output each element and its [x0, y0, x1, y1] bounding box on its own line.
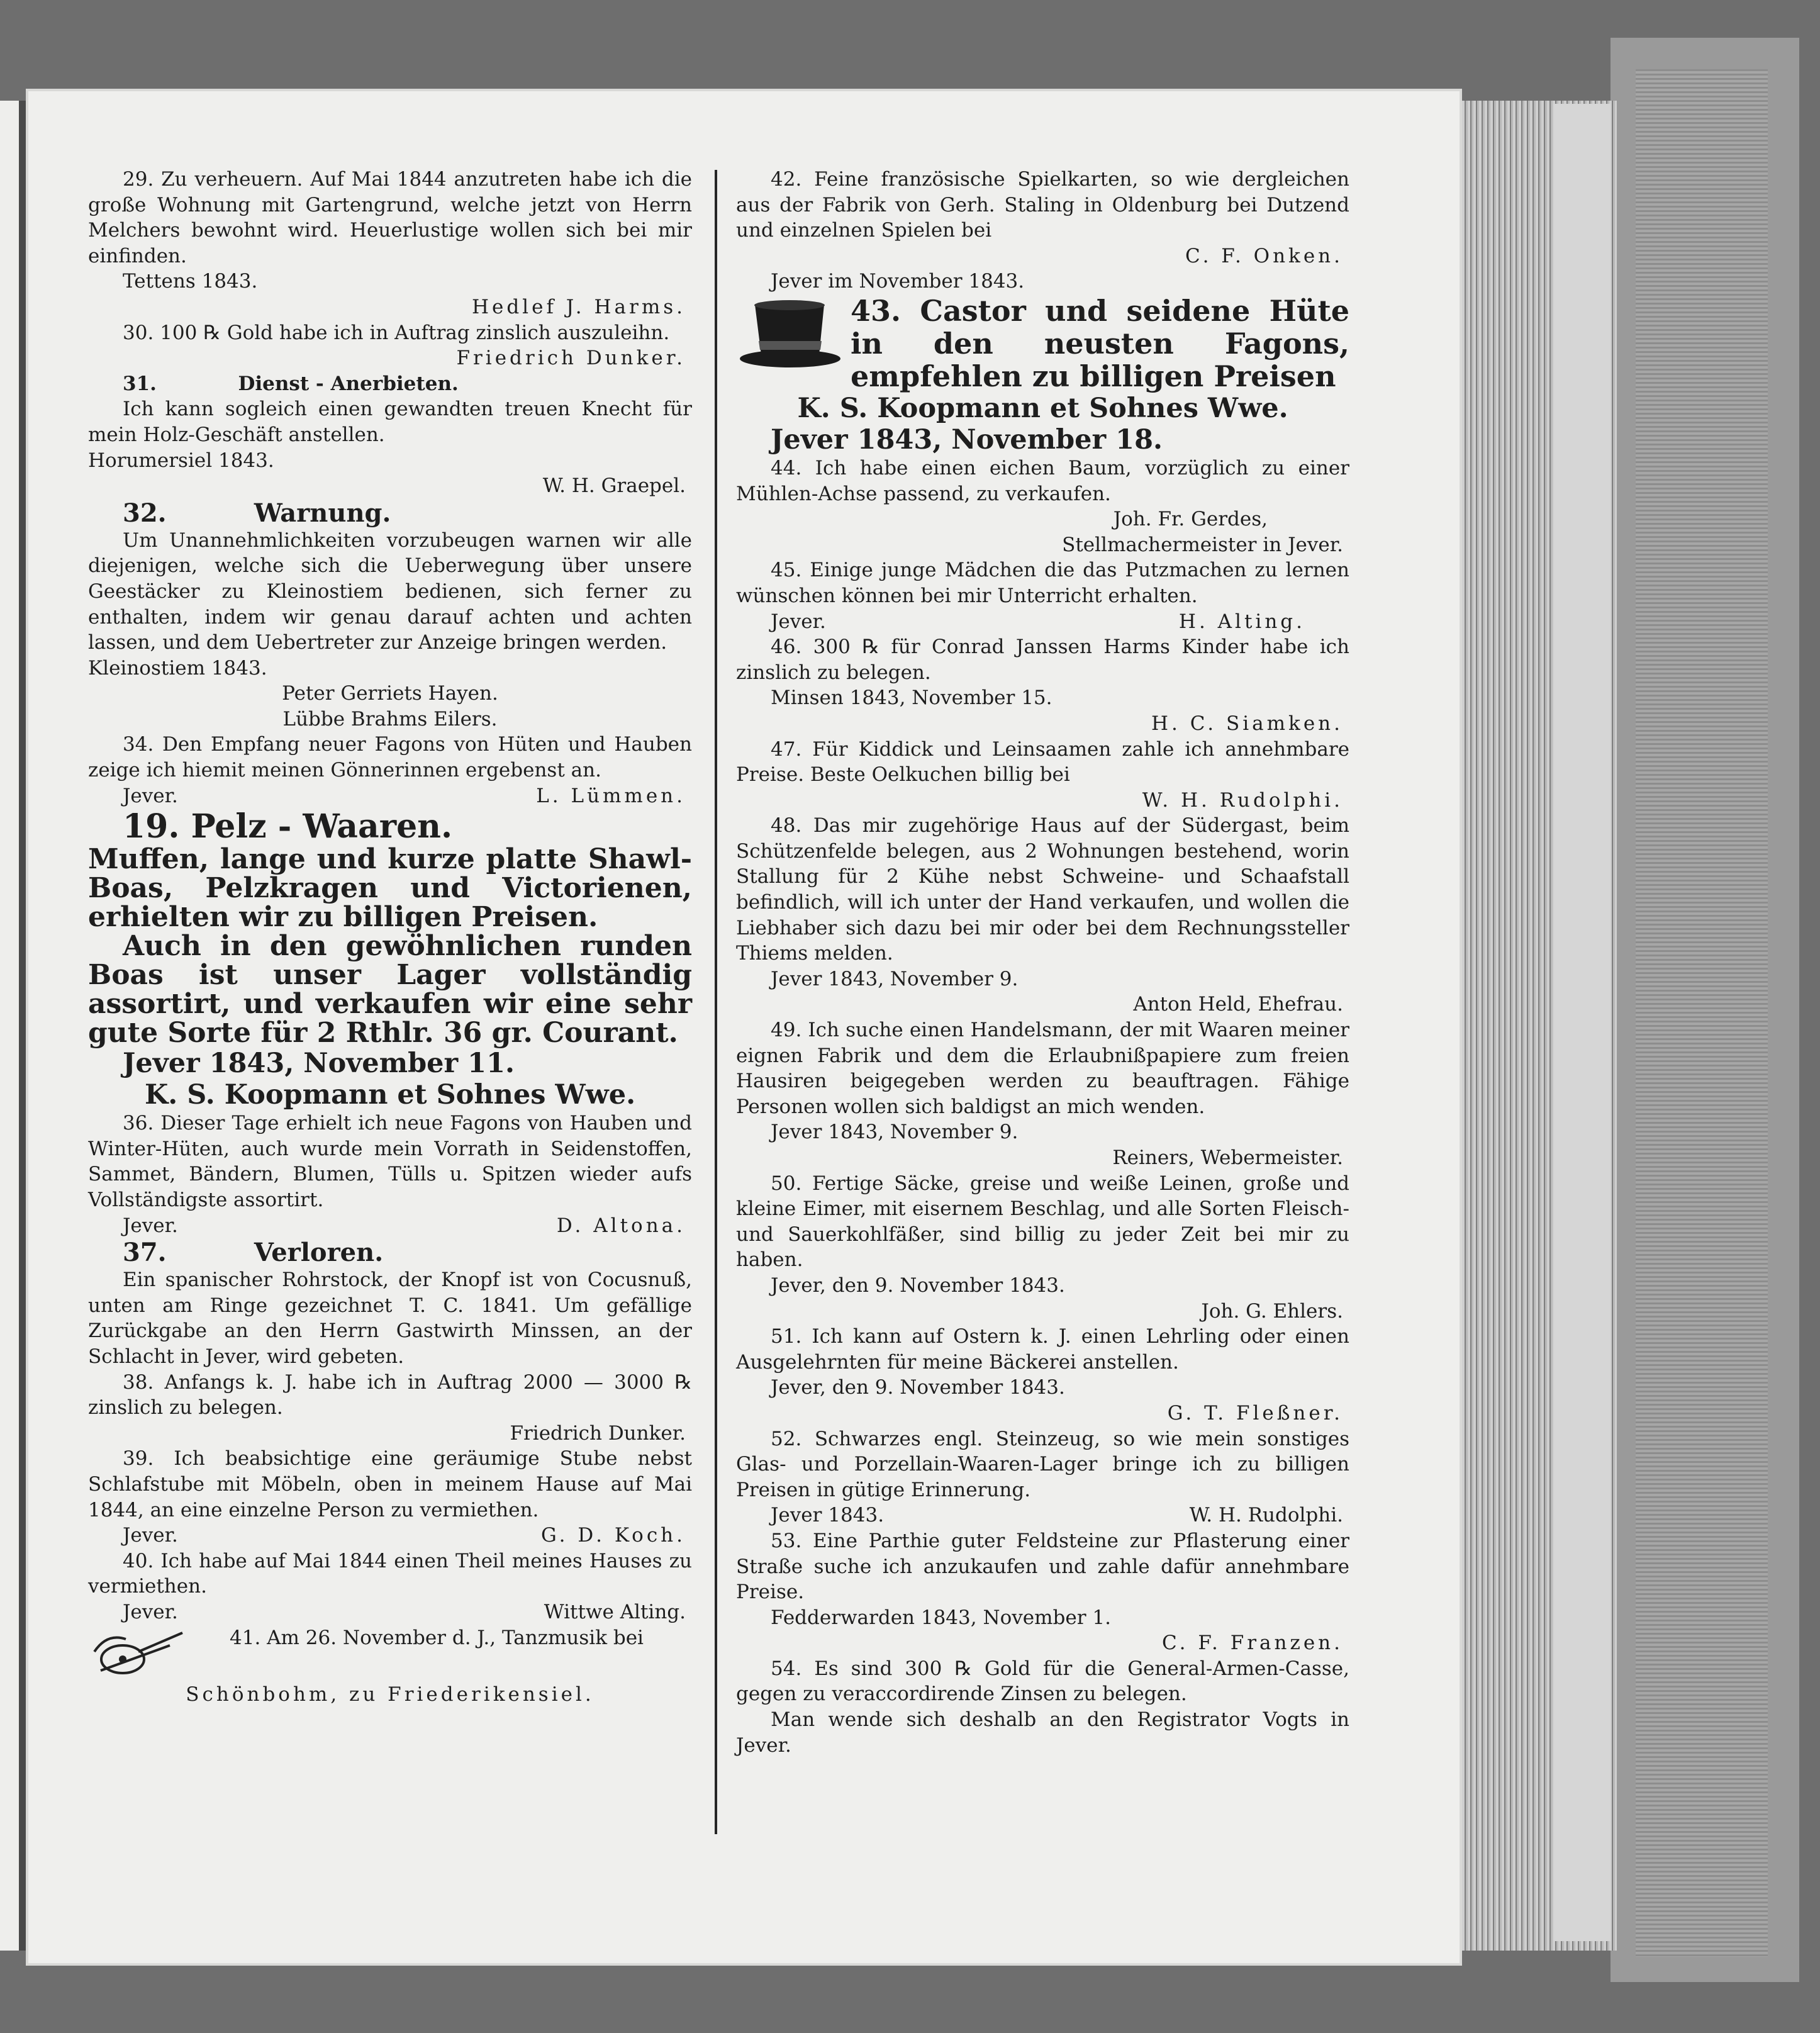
ad-43-date: Jever 1843, November 18. [771, 423, 1163, 456]
ad-31 [88, 371, 692, 499]
ad-35-signature: K. S. Koopmann et Sohnes Wwe. [144, 1079, 636, 1111]
ad-29-signature: Hedlef J. Harms. [471, 295, 686, 318]
ad-38-signature: Friedrich Dunker. [510, 1421, 686, 1445]
ad-31-heading: 31. Dienst - Anerbieten. [123, 372, 459, 395]
ad-30-signature: Friedrich Dunker. [456, 347, 686, 370]
ad-49-body: 49. Ich suche einen Handelsmann, der mit Waaren meiner eignen Fabrik und dem die Erlaubnißpapiere zum freien Hausiren beigegeben werden zu beauftragen. Fähige Personen wollen sich baldigst an mich wenden. [736, 1019, 1349, 1118]
ad-35-body-2: Auch in den gewöhnlichen runden Boas ist unser Lager vollständig assortirt, und verkaufen wir eine sehr gute Sorte für 2 Rthlr. 36 gr. Courant. [88, 930, 692, 1050]
right-column [736, 167, 1349, 1758]
ad-51-place: Jever, den 9. November 1843. [771, 1376, 1065, 1399]
ad-39-place: Jever. [123, 1524, 178, 1547]
ad-37 [88, 1238, 692, 1369]
ad-34-body: 34. Den Empfang neuer Fagons von Hüten und Hauben zeige ich hiemit meinen Gönnerinnen ergebenst an. [88, 733, 692, 782]
ad-32 [88, 499, 692, 732]
ad-32-signature-1: Peter Gerriets Hayen. [282, 682, 498, 705]
ad-44-signature-2: Stellmachermeister in Jever. [1062, 533, 1343, 556]
ad-41-body: 41. Am 26. November d. J., Tanzmusik bei [230, 1626, 644, 1649]
ad-44-signature-1: Joh. Fr. Gerdes, [1113, 508, 1268, 531]
ad-35-furs [88, 809, 692, 1111]
ad-35-heading: 19. Pelz - Waaren. [123, 807, 453, 846]
ad-50-place: Jever, den 9. November 1843. [771, 1274, 1065, 1297]
book-cover-texture [1636, 69, 1768, 1957]
ad-32-place: Kleinostiem 1843. [88, 656, 267, 680]
ad-53-signature: C. F. Franzen. [1162, 1632, 1343, 1655]
ad-38-body: 38. Anfangs k. J. habe ich in Auftrag 2000 — 3000 ℞ zinslich zu belegen. [88, 1370, 692, 1420]
ad-35-body-1: Muffen, lange und kurze platte Shawl-Boas, Pelzkragen und Victorienen, erhielten wir zu billigen Preisen. [88, 843, 692, 934]
ad-42-signature: C. F. Onken. [1185, 244, 1343, 267]
ad-30 [88, 320, 692, 371]
page-edges-light [1554, 104, 1611, 1941]
ad-46-place: Minsen 1843, November 15. [771, 686, 1052, 710]
ad-29 [88, 167, 692, 320]
ad-40 [88, 1549, 692, 1625]
ad-37-heading: 37. Verloren. [123, 1238, 384, 1268]
ad-48-signature: Anton Held, Ehefrau. [1133, 993, 1343, 1016]
ad-47 [736, 737, 1349, 814]
ad-50 [736, 1171, 1349, 1325]
ad-32-signature-2: Lübbe Brahms Eilers. [282, 707, 498, 731]
ad-50-signature: Joh. G. Ehlers. [1201, 1299, 1343, 1323]
ad-40-place: Jever. [123, 1600, 178, 1623]
ad-36 [88, 1111, 692, 1238]
ad-36-place: Jever. [123, 1214, 178, 1237]
ad-46 [736, 634, 1349, 736]
ad-29-place: Tettens 1843. [123, 270, 258, 293]
ad-45 [736, 557, 1349, 634]
ad-46-signature: H. C. Siamken. [1151, 712, 1343, 735]
ad-53 [736, 1528, 1349, 1656]
ad-31-body: Ich kann sogleich einen gewandten treuen Knecht für mein Holz-Geschäft anstellen. [88, 398, 692, 446]
ad-53-place: Fedderwarden 1843, November 1. [771, 1606, 1111, 1629]
ad-34 [88, 732, 692, 809]
ad-44 [736, 456, 1349, 557]
ad-47-body: 47. Für Kiddick und Leinsaamen zahle ich annehmbare Preise. Beste Oelkuchen billig bei [736, 737, 1349, 787]
ad-45-body: 45. Einige junge Mädchen die das Putzmachen zu lernen wünschen können bei mir Unterricht erhalten. [736, 559, 1349, 607]
ad-47-signature: W. H. Rudolphi. [1142, 788, 1343, 812]
ad-50-body: 50. Fertige Säcke, greise und weiße Leinen, große und kleine Eimer, mit eisernem Beschlag, und alle Sorten Fleisch- und Sauerkohlfäßer, sind billig zu jeder Zeit bei mir zu haben. [736, 1172, 1349, 1272]
ad-49-place: Jever 1843, November 9. [771, 1121, 1019, 1144]
ad-52-body: 52. Schwarzes engl. Steinzeug, so wie mein sonstiges Glas- und Porzellain-Waaren-Lager bringe ich zu billigen Preisen in gütige Erinnerung. [736, 1427, 1349, 1501]
ad-51 [736, 1324, 1349, 1426]
ad-49-signature: Reiners, Webermeister. [1112, 1146, 1343, 1169]
ad-35-date: Jever 1843, November 11. [123, 1048, 515, 1080]
ad-54-body: 54. Es sind 300 ℞ Gold für die General-Armen-Casse, gegen zu veraccordirende Zinsen zu belegen. [736, 1657, 1349, 1706]
ad-51-signature: G. T. Fleßner. [1167, 1401, 1343, 1425]
ad-42-body: 42. Feine französische Spielkarten, so wie dergleichen aus der Fabrik von Gerh. Staling in Oldenburg bei Dutzend und einzelnen Spielen bei [736, 168, 1349, 242]
ad-34-place: Jever. [123, 784, 178, 807]
ad-44-body: 44. Ich habe einen eichen Baum, vorzüglich zu einer Mühlen-Achse passend, zu verkaufen. [736, 456, 1349, 505]
violin-icon [88, 1627, 189, 1682]
ad-34-signature: L. Lümmen. [536, 784, 686, 807]
ad-43 [736, 294, 1349, 456]
ad-29-body: 29. Zu verheuern. Auf Mai 1844 anzutreten habe ich die große Wohnung mit Gartengrund, welche jetzt von Herrn Melchers bewohnt wird. Heuerlustige wollen sich bei mir einfinden. [88, 168, 692, 267]
ad-37-body: Ein spanischer Rohrstock, der Knopf ist von Cocusnuß, unten am Ringe gezeichnet T. C. 1841. Um gefällige Zurückgabe an den Herrn Gastwirth Minssen, an der Schlacht in Jever, wird gebeten. [88, 1269, 692, 1368]
ad-46-body: 46. 300 ℞ für Conrad Janssen Harms Kinder habe ich zinslich zu belegen. [736, 636, 1349, 684]
ad-52-place: Jever 1843. [771, 1504, 885, 1527]
ad-54 [736, 1656, 1349, 1758]
ad-31-signature: W. H. Graepel. [542, 474, 686, 498]
left-column [88, 167, 692, 1707]
ad-45-place: Jever. [771, 610, 826, 633]
ad-48 [736, 813, 1349, 1017]
ad-36-body: 36. Dieser Tage erhielt ich neue Fagons von Hauben und Winter-Hüten, auch wurde mein Vorrath in Seidenstoffen, Sammet, Bändern, Blumen, Tülls u. Spitzen wieder aufs Vollständigste assortirt. [88, 1112, 692, 1212]
ad-39 [88, 1446, 692, 1548]
ad-32-heading: 32. Warnung. [123, 498, 391, 528]
ad-51-body: 51. Ich kann auf Ostern k. J. einen Lehrling oder einen Ausgelehrnten für meine Bäckerei anstellen. [736, 1325, 1349, 1374]
ad-36-signature: D. Altona. [556, 1214, 686, 1237]
ad-48-body: 48. Das mir zugehörige Haus auf der Südergast, beim Schützenfelde belegen, aus 2 Wohnungen bestehend, worin Stallung für 2 Kühe nebst Schweine- und Schaafstall befindlich, will ich unter der Hand verkaufen, und wollen die Liebhaber sich dazu bei mir oder bei dem Rechnungssteller Thiems melden. [736, 814, 1349, 965]
ad-52 [736, 1426, 1349, 1528]
ad-39-body: 39. Ich beabsichtige eine geräumige Stube nebst Schlafstube mit Möbeln, oben in meinem Hause auf Mai 1844, an eine einzelne Person zu vermiethen. [88, 1447, 692, 1521]
ad-42 [736, 167, 1349, 294]
ad-40-body: 40. Ich habe auf Mai 1844 einen Theil meines Hauses zu vermiethen. [88, 1549, 692, 1598]
ad-54-body-2: Man wende sich deshalb an den Registrator Vogts in Jever. [736, 1708, 1349, 1757]
ad-31-place: Horumersiel 1843. [88, 449, 274, 472]
ad-45-signature: H. Alting. [1178, 610, 1305, 633]
ad-53-body: 53. Eine Parthie guter Feldsteine zur Pflasterung einer Straße suche ich anzukaufen und zahle dafür annehmbare Preise. [736, 1529, 1349, 1604]
ad-41 [88, 1625, 692, 1708]
ad-32-body: Um Unannehmlichkeiten vorzubeugen warnen wir alle diejenigen, welche sich die Ueberwegung über unsere Geestäcker zu Kleinostiem bedienen, sich ferner zu enthalten, indem wir genau darauf achten und achten lassen, und dem Uebertreter zur Anzeige bringen werden. [88, 529, 692, 654]
ad-41-place: Schönbohm, zu Friederikensiel. [186, 1683, 595, 1706]
ad-40-signature: Wittwe Alting. [544, 1600, 686, 1623]
ad-42-date: Jever im November 1843. [771, 270, 1025, 293]
ad-43-body: 43. Castor und seidene Hüte in den neusten Fagons, empfehlen zu billigen Preisen [851, 294, 1349, 393]
ad-52-signature: W. H. Rudolphi. [1189, 1504, 1343, 1527]
ad-30-body: 30. 100 ℞ Gold habe ich in Auftrag zinslich auszuleihn. [123, 321, 670, 344]
column-divider [715, 170, 717, 1834]
ad-48-place: Jever 1843, November 9. [771, 967, 1019, 990]
ad-49 [736, 1017, 1349, 1171]
ad-39-signature: G. D. Koch. [541, 1524, 686, 1547]
top-hat-icon [736, 297, 843, 371]
ad-38 [88, 1370, 692, 1447]
ad-43-signature: K. S. Koopmann et Sohnes Wwe. [797, 392, 1288, 424]
